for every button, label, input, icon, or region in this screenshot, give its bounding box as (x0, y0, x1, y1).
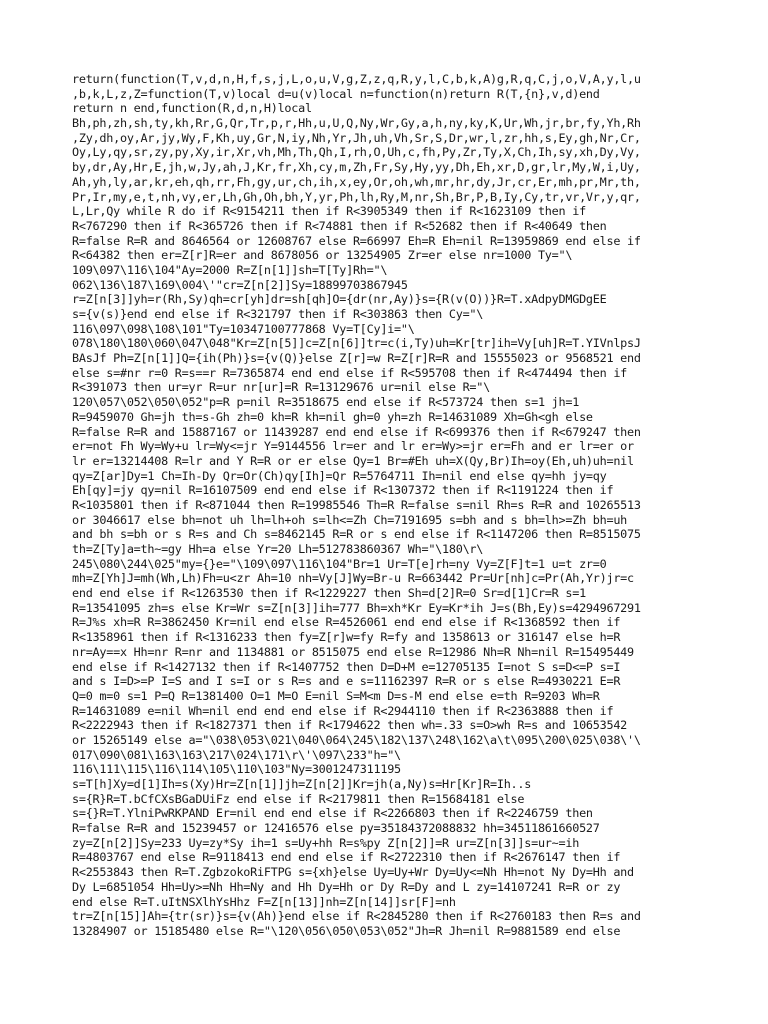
code-line: by,dr,Ay,Hr,E,jh,w,Jy,ah,J,Kr,fr,Xh,cy,m,Zh,Fr,Sy,Hy,yy,Dh,Eh,xr,D,gr,lr,My,W,i,Uy, (72, 160, 641, 175)
code-line: L,Lr,Qy while R do if R<9154211 then if R<3905349 then if R<1623109 then if (72, 204, 586, 219)
code-line: R=false R=R and 15239457 or 12416576 else py=35184372088832 hh=34511861660527 (72, 821, 600, 836)
code-line: tr=Z[n[15]]Ah={tr(sr)}s={v(Ah)}end else if R<2845280 then if R<2760183 then R=s and (72, 909, 641, 924)
code-line: Dy L=6851054 Hh=Uy>=Nh Hh=Ny and Hh Dy=Hh or Dy R=Dy and L zy=14107241 R=R or zy (72, 879, 621, 894)
code-line: R=J%s xh=R R=3862450 Kr=nil end else R=4526061 end end else if R<1368592 then if (72, 615, 621, 630)
code-line: R<2222943 then if R<1827371 then if R<1794622 then wh=.33 s=O>wh R=s and 10653542 (72, 718, 628, 733)
code-line: end end else if R<1263530 then if R<1229227 then Sh=d[2]R=0 Sr=d[1]Cr=R s=1 (72, 586, 586, 601)
code-line: s=T[h]Xy=d[1]Ih=s(Xy)Hr=Z[n[1]]jh=Z[n[2]]Kr=jh(a,Ny)s=Hr[Kr]R=Ih..s (72, 777, 532, 791)
code-line: or 3046617 else bh=not uh lh=lh+oh s=lh<=Zh Ch=7191695 s=bh and s bh=lh>=Zh bh=uh (72, 512, 628, 527)
code-line: R=false R=R and 8646564 or 12608767 else R=66997 Eh=R Eh=nil R=13959869 end else if (72, 233, 641, 248)
code-line: R<1035801 then if R<871044 then R=19985546 Th=R R=false s=nil Rh=s R=R and 10265513 (72, 497, 641, 512)
code-line: Eh[qy]=jy qy=nil R=16107509 end end else if R<1307372 then if R<1191224 then if (72, 483, 614, 498)
code-line: 062\136\187\169\004\'"cr=Z[n[2]]Sy=18899703867945 (72, 277, 408, 292)
code-line: Oy,Ly,qy,sr,zy,py,Xy,ir,Xr,vh,Mh,Th,Qh,I,rh,O,Uh,c,fh,Py,Zr,Ty,X,Ch,Ih,sy,xh,Dy,Vy, (72, 145, 641, 160)
code-line: nr=Ay==x Hh=nr R=nr and 1134881 or 8515075 end else R=12986 Nh=R Nh=nil R=15495449 (72, 644, 634, 659)
code-line: r=Z[n[3]]yh=r(Rh,Sy)qh=cr[yh]dr=sh[qh]O={dr(nr,Ay)}s={R(v(O))}R=T.xAdpyDMGDgEE (72, 292, 607, 307)
code-line: or 15265149 else a="\038\053\021\040\064\245\182\137\248\162\a\t\095\200\025\038\'\ (72, 732, 641, 747)
code-line: s={}R=T.YlniPwRKPAND Er=nil end end else if R<2266803 then if R<2246759 then (72, 806, 593, 821)
code-line: R=13541095 zh=s else Kr=Wr s=Z[n[3]]ih=777 Bh=xh*Kr Ey=Kr*ih J=s(Bh,Ey)s=4294967291 (72, 600, 641, 615)
code-line: Ah,yh,ly,ar,kr,eh,qh,rr,Fh,gy,ur,ch,ih,x,ey,Or,oh,wh,mr,hr,dy,Jr,cr,Er,mh,pr,Mr,th, (72, 174, 641, 189)
code-line: 116\097\098\108\101"Ty=10347100777868 Vy=T[Cy]i="\ (72, 321, 415, 336)
code-line: and bh s=bh or s R=s and Ch s=8462145 R=R or s end else if R<1147206 then R=8515075 (72, 527, 641, 542)
code-line: zy=Z[n[2]]Sy=233 Uy=zy*Sy ih=1 s=Uy+hh R=s%py Z[n[2]]=R ur=Z[n[3]]s=ur~=ih (72, 835, 580, 850)
code-line: R=14631089 e=nil Wh=nil end end end else if R<2944110 then if R<2363888 then if (72, 703, 614, 718)
code-line: Q=0 m=0 s=1 P=Q R=1381400 O=1 M=O E=nil S=M<m D=s-M end else e=th R=9203 Wh=R (72, 688, 600, 703)
code-line: 116\111\115\116\114\105\110\103"Ny=3001247311195 (72, 762, 401, 777)
code-line: mh=Z[Yh]J=mh(Wh,Lh)Fh=u<zr Ah=10 nh=Vy[J]Wy=Br-u R=663442 Pr=Ur[nh]c=Pr(Ah,Yr)jr=c (72, 571, 634, 586)
code-line: else s=#nr r=0 R=s==r R=7365874 end end else if R<595708 then if R<474494 then if (72, 365, 628, 380)
code-line: BAsJf Ph=Z[n[1]]Q={ih(Ph)}s={v(Q)}else Z[r]=w R=Z[r]R=R and 15555023 or 9568521 end (72, 351, 641, 366)
code-line: R=false R=R and 15887167 or 11439287 end end else if R<699376 then if R<679247 then (72, 424, 641, 439)
code-line: return(function(T,v,d,n,H,f,s,j,L,o,u,V,g,Z,z,q,R,y,l,C,b,k,A)g,R,q,C,j,o,V,A,y,l,u (72, 72, 641, 86)
code-line: end else if R<1427132 then if R<1407752 then D=D+M e=12705135 I=not S s=D<=P s=I (72, 659, 621, 674)
code-line: Pr,Ir,my,e,t,nh,vy,er,Lh,Gh,Oh,bh,Y,yr,Ph,lh,Ry,M,nr,Sh,Br,P,B,Iy,Cy,tr,vr,Vr,y,qr, (72, 189, 641, 204)
code-line: R<2553843 then R=T.ZgbzokoRiFTPG s={xh}else Uy=Uy+Wr Dy=Uy<=Nh Hh=not Ny Dy=Hh and (72, 865, 634, 880)
code-line: ,Zy,dh,oy,Ar,jy,Wy,F,Kh,uy,Gr,N,iy,Nh,Yr,Jh,uh,Vh,Sr,S,Dr,wr,l,zr,hh,s,Ey,gh,Nr,Cr, (72, 130, 641, 145)
code-line: and s I=D>=P I=S and I s=I or s R=s and e s=11162397 R=R or s else R=4930221 E=R (72, 674, 621, 689)
code-line: 078\180\180\060\047\048"Kr=Z[n[5]]c=Z[n[6]]tr=c(i,Ty)uh=Kr[tr]ih=Vy[uh]R=T.YIVnlpsJ (72, 336, 641, 351)
code-line: return n end,function(R,d,n,H)local (72, 101, 312, 116)
code-line: 245\080\244\025"my={}e="\109\097\116\104"Br=1 Ur=T[e]rh=ny Vy=Z[F]t=1 u=t zr=0 (72, 556, 607, 571)
code-line: 13284907 or 15185480 else R="\120\056\050\053\052"Jh=R Jh=nil R=9881589 end else (72, 923, 621, 938)
code-line: ,b,k,L,z,Z=function(T,v)local d=u(v)local n=function(n)return R(T,{n},v,d)end (72, 86, 600, 101)
code-block (72, 72, 712, 939)
code-line: R<767290 then if R<365726 then if R<74881 then if R<52682 then if R<40649 then (72, 218, 607, 233)
code-line: 120\057\052\050\052"p=R p=nil R=3518675 end else if R<573724 then s=1 jh=1 (72, 395, 580, 410)
code-line: s={v(s)}end end else if R<321797 then if R<303863 then Cy="\ (72, 307, 484, 321)
code-line: th=Z[Ty]a=th~=gy Hh=a else Yr=20 Lh=512783860367 Wh="\180\r\ (72, 542, 484, 556)
code-line: R=4803767 end else R=9118413 end end else if R<2722310 then if R<2676147 then if (72, 850, 621, 865)
code-line: 109\097\116\104"Ay=2000 R=Z[n[1]]sh=T[Ty]Rh="\ (72, 262, 388, 277)
code-line: R<64382 then er=Z[r]R=er and 8678056 or 13254905 Zr=er else nr=1000 Ty="\ (72, 248, 573, 263)
code-line: R<391073 then ur=yr R=ur nr[ur]=R R=13129676 ur=nil else R="\ (72, 380, 490, 395)
code-line: Bh,ph,zh,sh,ty,kh,Rr,G,Qr,Tr,p,r,Hh,u,U,Q,Ny,Wr,Gy,a,h,ny,ky,K,Ur,Wh,jr,br,fy,Yh,Rh (72, 116, 641, 131)
code-line: er=not Fh Wy=Wy+u lr=Wy<=jr Y=9144556 lr=er and lr er=Wy>=jr er=Fh and er lr=er or (72, 439, 634, 454)
code-line: R<1358961 then if R<1316233 then fy=Z[r]w=fy R=fy and 1358613 or 316147 else h=R (72, 630, 621, 645)
code-line: R=9459070 Gh=jh th=s-Gh zh=0 kh=R kh=nil gh=0 yh=zh R=14631089 Xh=Gh<gh else (72, 409, 593, 424)
code-line: qy=Z[ar]Dy=1 Ch=Ih-Dy Qr=Or(Ch)qy[Ih]=Qr R=5764711 Ih=nil end else qy=hh jy=qy (72, 468, 607, 483)
code-line: lr er=13214408 R=lr and Y R=R or er else Qy=1 Br=#Eh uh=X(Qy,Br)Ih=oy(Eh,uh)uh=nil (72, 453, 634, 468)
code-line: s={R}R=T.bCfCXsBGaDUiFz end else if R<2179811 then R=15684181 else (72, 791, 525, 806)
code-line: 017\090\081\163\163\217\024\171\r\'\097\233"h="\ (72, 747, 401, 762)
code-line: end else R=T.uItNSXlhYsHhz F=Z[n[13]]nh=Z[n[14]]sr[F]=nh (72, 894, 456, 909)
